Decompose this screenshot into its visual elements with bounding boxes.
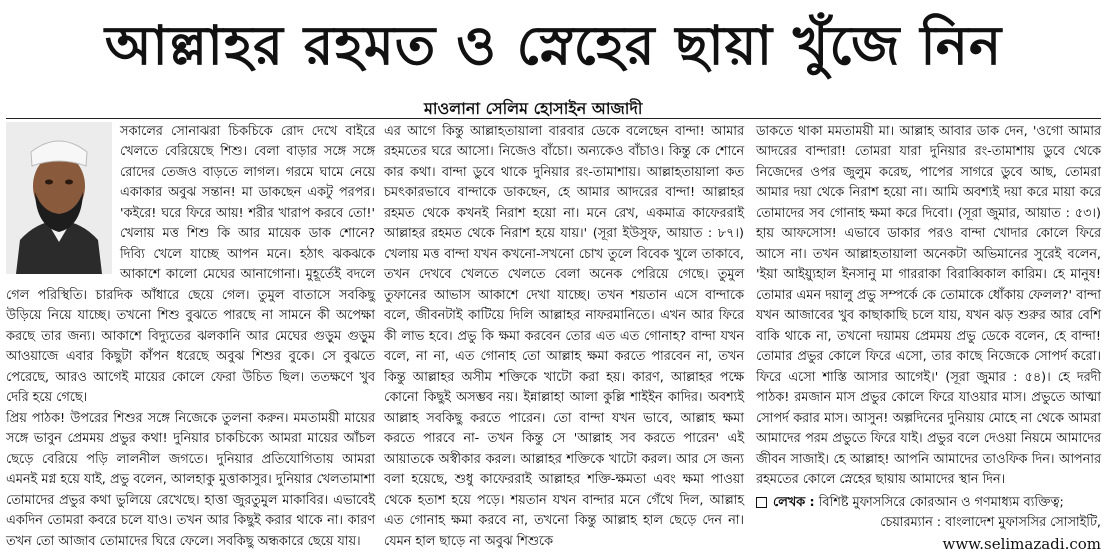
square-bullet-icon (756, 497, 767, 508)
column-2 (384, 122, 744, 552)
column-1 (6, 122, 375, 552)
author-photo (6, 122, 112, 274)
paragraph: এর আগে কিন্তু আল্লাহতায়ালা বারবার ডেকে বলেছেন বান্দা! আমার রহমতের ঘরে আসো। নিজেও বাঁচো। অন্যকেও বাঁচাও। কিন্তু কে শোনে কার কথা। বান্দা ডুবে থাকে দুনিয়ার রং-তামাশায়। আল্লাহতায়ালা কত চমৎকারভাবে বান্দাকে ডাকছেন, হে আমার আদরের বান্দা! আল্লাহর রহমত থেকে কখনই নিরাশ হয়ো না। মনে রেখ, একমাত্র কাফেররাই আল্লাহর রহমত থেকে নিরাশ হয়ে যায়।' (সূরা ইউসুফ, আয়াত : ৮৭।) খেলায় মত্ত বান্দা যখন কখনো-সখনো চোখ তুলে বিবেক খুলে তাকাবে, তখন দেখবে খেলতে খেলতে বেলা অনেক পেরিয়ে গেছে। তুমুল তুফানের আভাস আকাশে দেখা যাচ্ছে। তখন শয়তান এসে বান্দাকে বলে, জীবনটাই কাটিয়ে দিলি আল্লাহর নাফরমানিতে। এখন আর ফিরে কী লাভ হবে। প্রভু কি ক্ষমা করবেন তোর এত এত গোনাহ? বান্দা যখন বলে, না না, এত গোনাহ তো আল্লাহ ক্ষমা করতে পারবেন না, তখন কিন্তু আল্লাহর অসীম শক্তিকে খাটো করা হয়। কারণ, আল্লাহর পক্ষে কোনো কিছুই অসম্ভব নয়। ইন্নাল্লাহা আলা কুল্লি শাইইন কাদির। অবশ্যই আল্লাহ সবকিছু করতে পারেন। তো বান্দা যখন ভাবে, আল্লাহ ক্ষমা করতে পারবে না- তখন কিন্তু সে 'আল্লাহ সব করতে পারেন' এই আয়াতকে অস্বীকার করল। আল্লাহর শক্তিকে খাটো করল। আর সে জন্য বলা হয়েছে, শুধু কাফেররাই আল্লাহর শক্তি-ক্ষমতা এবং ক্ষমা পাওয়া থেকে হতাশ হয়ে পড়ে। শয়তান যখন বান্দার মনে গেঁথে দিল, আল্লাহ এত গোনাহ ক্ষমা করবে না, তখনো কিন্তু আল্লাহ হাল ছেড়ে দেন না। যেমন হাল ছাড়ে না অবুঝ শিশুকে (384, 124, 744, 549)
website-link[interactable]: www.selimazadi.com (942, 534, 1101, 553)
paragraph: প্রিয় পাঠক! উপরের শিশুর সঙ্গে নিজেকে তুলনা করুন। মমতাময়ী মায়ের সঙ্গে ভাবুন প্রেমময় প্রভুর কথা! দুনিয়ার চাকচিক্যে আমরা মায়ের আঁচল ছেড়ে বেরিয়ে পড়ি লালনীল জগতে। দুনিয়ার প্রতিযোগিতায় আমরা এমনই মগ্ন হয়ে যাই, প্রভু বলেন, আলহাকু মুত্তাকাসুর। দুনিয়ার খেলতামাশা তোমাদের প্রভুর কথা ভুলিয়ে রেখেছে। হাত্তা জুরতুমুল মাকাবির। এভাবেই একদিন তোমরা কবরে চলে যাও। তখন আর কিছুই করার থাকে না। কারণ তখন তো আজাব তোমাদের ঘিরে ফেলে। সবকিছু অন্ধকারে ছেয়ে যায়। (6, 410, 375, 549)
divider (6, 118, 1101, 119)
author-credit (756, 493, 1101, 554)
paragraph: ডাকতে থাকা মমতাময়ী মা। আল্লাহ আবার ডাক দেন, 'ওগো আমার আদরের বান্দারা! তোমরা যারা দুনিয়ার রং-তামাশায় ডুবে থেকে নিজেদের ওপর জুলুম করেছ, পাপের সাগরে ডুবে আছ, তোমরা আমার দয়া থেকে নিরাশ হয়ো না। আমি অবশ্যই দয়া করে মায়া করে তোমাদের সব গোনাহ ক্ষমা করে দিবো। (সূরা জুমার, আয়াত : ৫৩।) হায় আফসোস! এভাবে ডাকার পরও বান্দা খোদার কোলে ফিরে আসে না। তখন আল্লাহতায়ালা অনেকটা অভিমানের সুরেই বলেন, 'ইয়া আইয়্যুহাল ইনসানু মা গাররাকা বিরাব্বিকাল কারিম। হে মানুষ! তোমার এমন দয়ালু প্রভু সম্পর্কে কে তোমাকে ধোঁকায় ফেলল?' বান্দা যখন আজাবের খুব কাছাকাছি চলে যায়, যখন ঝড় শুরুর আর বেশি বাকি থাকে না, তখনো দয়াময় প্রেমময় প্রভু ডেকে বলেন, হে বান্দা! তোমার প্রভুর কোলে ফিরে এসো, তার কাছে নিজেকে সোপর্দ করো। ফিরে এসো শাস্তি আসার আগেই।' (সূরা জুমার : ৫৪)। হে দরদী পাঠক! রমজান মাস প্রভুর কোলে ফিরে যাওয়ার মাস। প্রভুতে আত্মা সোপর্দ করার মাস। আসুন! অল্পদিনের দুনিয়ায় মোহে না থেকে আমরা আমাদের পরম প্রভুতে ফিরে যাই। প্রভুর বলে দেওয়া নিয়মে আমাদের জীবন সাজাই। হে আল্লাহ! আপনি আমাদের তাওফিক দিন। আপনার রহমতের কোলে স্নেহের ছায়ায় আমাদের স্থান দিন। (756, 124, 1101, 488)
credit-label: লেখক : (773, 494, 815, 510)
headline: আল্লাহর রহমত ও স্নেহের ছায়া খুঁজে নিন (104, 14, 1003, 77)
author-byline: মাওলানা সেলিম হোসাইন আজাদী (424, 99, 643, 118)
column-3 (756, 122, 1101, 554)
credit-text: বিশিষ্ট মুফাসসিরে কোরআন ও গণমাধ্যম ব্যক্তিত্ব; (818, 494, 1064, 510)
credit-subtitle: চেয়ারম্যান : বাংলাদেশ মুফাসসির সোসাইটি, (880, 515, 1101, 531)
paragraph: সকালের সোনাঝরা চিকচিকে রোদ দেখে বাইরে খেলতে বেরিয়েছে শিশু। বেলা বাড়ার সঙ্গে সঙ্গে রোদের তেজও বাড়তে লাগল। গরমে ঘামে নেয়ে একাকার অবুঝ সন্তান! মা ডাকছেন একটু পরপর। 'কইরে! ঘরে ফিরে আয়! শরীর খারাপ করবে তো!' খেলায় মত্ত শিশু কি আর মায়েক ডাক শোনে? দিব্যি খেলে যাচ্ছে আপন মনে। হঠাৎ ঝকঝকে আকাশে কালো মেঘের আনাগোনা। মুহূর্তেই বদলে গেল পরিস্থিতি। চারদিক আঁধারে ছেয়ে গেল। তুমুল বাতাসে সবকিছু উড়িয়ে নিয়ে যাচ্ছে। তখনো শিশু বুঝতে পারছে না সামনে কী অপেক্ষা করছে তার জন্য। আকাশে বিদ্যুতের ঝলকানি আর মেঘের গুড়ুম গুড়ুম আওয়াজে এবার কিছুটা কাঁপন ধরেছে অবুঝ শিশুর বুকে। সে বুঝতে পেরেছে, আরও আগেই মায়ের কোলে ফেরা উচিত ছিল। ততক্ষণে খুব দেরি হয়ে গেছে। (6, 124, 375, 406)
